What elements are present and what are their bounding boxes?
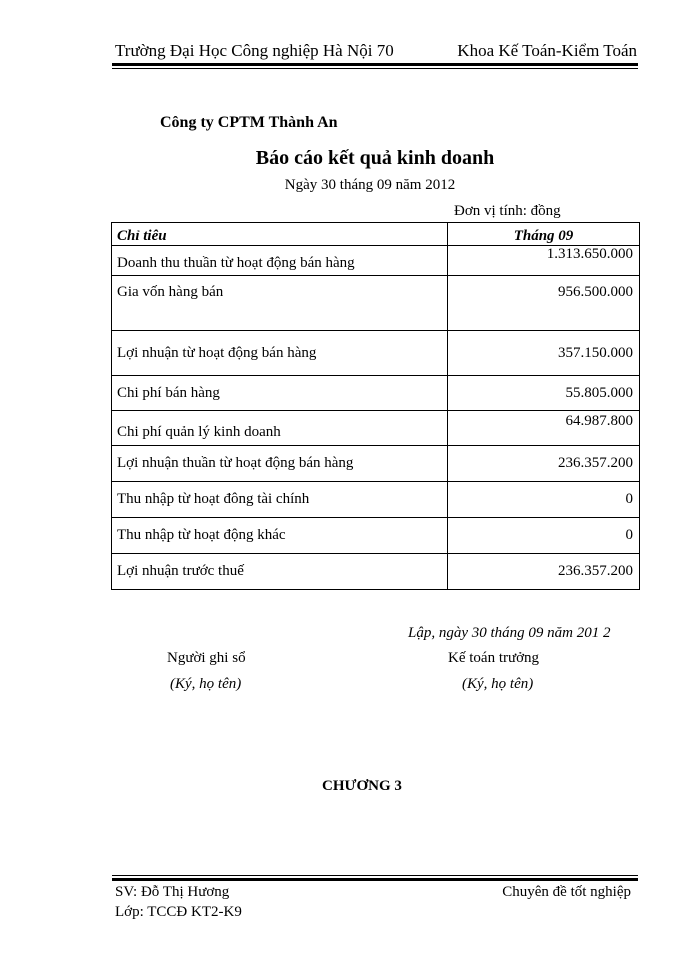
report-unit: Đơn vị tính: đồng: [454, 203, 561, 219]
table-row: [112, 376, 640, 411]
header-faculty: Khoa Kế Toán-Kiểm Toán: [457, 41, 637, 60]
row-value: 236.357.200: [448, 554, 640, 590]
footer-thesis: Chuyên đề tốt nghiệp: [502, 884, 631, 900]
report-title: Báo cáo kết quả kinh doanh: [255, 147, 495, 169]
row-label: Doanh thu thuần từ hoạt động bán hàng: [112, 246, 448, 276]
row-label: Thu nhập từ hoạt đông tài chính: [112, 482, 448, 518]
signature-right-title: Kế toán trưởng: [448, 650, 540, 666]
signature-right-note: (Ký, họ tên): [462, 676, 534, 692]
company-name: Công ty CPTM Thành An: [160, 114, 338, 131]
header-rule-thin: [112, 68, 638, 69]
column-header-indicator: Chỉ tiêu: [112, 223, 448, 246]
row-value: 64.987.800: [448, 411, 640, 446]
footer-class: Lớp: TCCĐ KT2-K9: [115, 904, 242, 920]
row-label: Chi phí quản lý kinh doanh: [112, 411, 448, 446]
row-value: 0: [448, 482, 640, 518]
row-value: 236.357.200: [448, 446, 640, 482]
row-label: Lợi nhuận từ hoạt động bán hàng: [112, 331, 448, 376]
footer-student: SV: Đỗ Thị Hương: [115, 884, 230, 900]
table-row: [112, 246, 640, 276]
report-date: Ngày 30 tháng 09 năm 2012: [284, 177, 456, 193]
row-value: 357.150.000: [448, 331, 640, 376]
chapter-heading: CHƯƠNG 3: [322, 778, 402, 794]
row-value: 956.500.000: [448, 276, 640, 331]
table-row: [112, 518, 640, 554]
table-row: [112, 446, 640, 482]
row-value: 55.805.000: [448, 376, 640, 411]
column-header-month: Tháng 09: [448, 223, 640, 246]
table-row: [112, 411, 640, 446]
table-row: [112, 482, 640, 518]
row-label: Lợi nhuận trước thuế: [112, 554, 448, 590]
signature-place-date: Lập, ngày 30 tháng 09 năm 201 2: [408, 625, 611, 641]
row-label: Thu nhập từ hoạt động khác: [112, 518, 448, 554]
table-row: [112, 331, 640, 376]
row-value: 0: [448, 518, 640, 554]
signature-left-title: Người ghi sổ: [167, 650, 246, 666]
report-table: [111, 222, 640, 590]
signature-left-note: (Ký, họ tên): [170, 676, 242, 692]
table-header-row: [112, 223, 640, 246]
row-label: Lợi nhuận thuần từ hoạt động bán hàng: [112, 446, 448, 482]
header-rule-thick: [112, 63, 638, 66]
footer-rule-thin: [112, 875, 638, 876]
row-label: Chi phí bán hàng: [112, 376, 448, 411]
table-row: [112, 276, 640, 331]
table-row: [112, 554, 640, 590]
footer-rule-thick: [112, 878, 638, 881]
row-value: 1.313.650.000: [448, 246, 640, 276]
row-label: Gia vốn hàng bán: [112, 276, 448, 331]
header-school: Trường Đại Học Công nghiệp Hà Nội 70: [115, 41, 394, 60]
